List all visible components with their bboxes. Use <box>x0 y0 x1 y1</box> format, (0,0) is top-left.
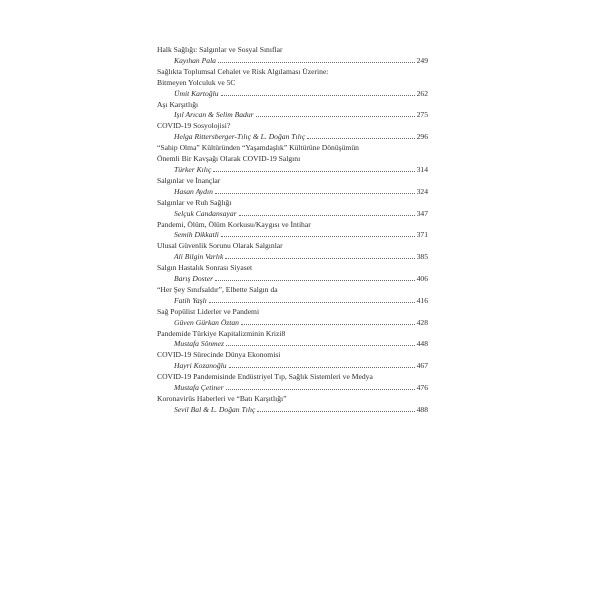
page-number: 249 <box>416 55 428 65</box>
chapter-title: Koronavirüs Haberleri ve “Batı Karşıtlığı” <box>157 394 287 403</box>
toc-entry <box>157 176 428 198</box>
table-of-contents <box>157 45 428 416</box>
author-line <box>157 274 428 285</box>
toc-entry <box>157 350 428 372</box>
toc-entry <box>157 372 428 394</box>
page-number: 406 <box>416 274 428 284</box>
chapter-author: Ümit Kartoğlu <box>174 88 219 98</box>
page-number: 385 <box>416 252 428 262</box>
dot-leader <box>226 389 415 390</box>
chapter-title: Sağlıkta Toplumsal Cehalet ve Risk Algılaması Üzerine: <box>157 66 329 76</box>
chapter-author: Güven Gürkan Öztan <box>174 317 239 327</box>
author-line <box>157 132 428 143</box>
toc-entry <box>157 285 428 307</box>
author-line <box>157 252 428 263</box>
page-number: 324 <box>416 186 428 196</box>
chapter-title: Bitmeyen Yolculuk ve 5C <box>157 77 236 87</box>
chapter-title: Pandemide Türkiye Kapitalizminin Krizi8 <box>157 328 286 338</box>
chapter-title: Ulusal Güvenlik Sorunu Olarak Salgınlar <box>157 241 283 251</box>
chapter-author: Ali Bilgin Varlık <box>174 252 224 262</box>
toc-entry <box>157 329 428 351</box>
page-number: 467 <box>416 361 428 371</box>
page-number: 275 <box>416 110 428 120</box>
chapter-title: Salgın Hastalık Sonrası Siyaset <box>157 263 253 273</box>
chapter-title: Halk Sağlığı: Salgınlar ve Sosyal Sınıflar <box>157 45 283 54</box>
chapter-author: Sevil Bal & L. Doğan Tılıç <box>174 404 256 414</box>
page-number: 371 <box>416 230 428 240</box>
chapter-author: Kayıhan Pala <box>174 55 216 65</box>
chapter-title: Aşı Karşıtlığı <box>157 99 199 109</box>
chapter-title: “Her Şey Sınıfsaldır”, Elbette Salgın da <box>157 284 278 294</box>
dot-leader <box>307 138 414 139</box>
toc-entry <box>157 45 428 67</box>
page-number: 476 <box>416 383 428 393</box>
chapter-author: Mustafa Çetiner <box>174 383 224 393</box>
toc-entry <box>157 394 428 416</box>
dot-leader <box>213 171 414 172</box>
author-line <box>157 165 428 176</box>
author-line <box>157 318 428 329</box>
dot-leader <box>218 62 415 63</box>
toc-entry <box>157 220 428 242</box>
toc-entry <box>157 67 428 100</box>
chapter-author: Mustafa Sönmez <box>174 339 224 349</box>
chapter-title: “Sahip Olma” Kültüründen “Yaşamdaşlık” Kültürüne Dönüşümün <box>157 143 359 153</box>
chapter-title: Sağ Popülist Liderler ve Pandemi <box>157 306 260 316</box>
dot-leader <box>257 411 414 412</box>
dot-leader <box>221 95 415 96</box>
chapter-title: COVID-19 Sürecinde Dünya Ekonomisi <box>157 350 281 360</box>
page-number: 347 <box>416 208 428 218</box>
chapter-author: Semih Dikkatli <box>174 230 219 240</box>
author-line <box>157 230 428 241</box>
page-number: 448 <box>416 339 428 349</box>
chapter-title: Salgınlar ve Ruh Sağlığı <box>157 197 232 207</box>
toc-entry <box>157 198 428 220</box>
dot-leader <box>226 345 415 346</box>
dot-leader <box>209 302 415 303</box>
chapter-author: Hayri Kozanoğlu <box>174 361 227 371</box>
author-line <box>157 361 428 372</box>
dot-leader <box>241 324 415 325</box>
dot-leader <box>239 215 415 216</box>
toc-entry <box>157 121 428 143</box>
author-line <box>157 110 428 121</box>
chapter-author: Selçuk Candansayar <box>174 208 237 218</box>
chapter-title: Salgınlar ve İnançlar <box>157 175 221 185</box>
page-number: 262 <box>416 88 428 98</box>
page-number: 428 <box>416 317 428 327</box>
dot-leader <box>215 193 415 194</box>
chapter-author: Türker Kılıç <box>174 164 212 174</box>
page-number: 314 <box>416 164 428 174</box>
author-line <box>157 405 428 416</box>
dot-leader <box>221 236 415 237</box>
chapter-author: Helga Rittersberger-Tılıç & L. Doğan Tılıç <box>174 132 306 142</box>
chapter-title: Önemli Bir Kavşağı Olarak COVID-19 Salgını <box>157 154 301 164</box>
toc-entry <box>157 143 428 176</box>
toc-entry <box>157 100 428 122</box>
toc-entry <box>157 241 428 263</box>
dot-leader <box>229 367 415 368</box>
dot-leader <box>215 280 415 281</box>
toc-entry <box>157 307 428 329</box>
chapter-author: Barış Doster <box>174 274 214 284</box>
author-line <box>157 209 428 220</box>
author-line <box>157 383 428 394</box>
chapter-author: Fatih Yaşlı <box>174 295 207 305</box>
page-number: 296 <box>416 132 428 142</box>
chapter-title: COVID-19 Pandemisinde Endüstriyel Tıp, Sağlık Sistemleri ve Medya <box>157 372 373 382</box>
toc-entry <box>157 263 428 285</box>
chapter-author: Hasan Aydın <box>174 186 213 196</box>
author-line <box>157 56 428 67</box>
dot-leader <box>225 258 414 259</box>
author-line <box>157 339 428 350</box>
author-line <box>157 187 428 198</box>
chapter-title: Pandemi, Ölüm, Ölüm Korkusu/Kaygısı ve İntihar <box>157 219 311 229</box>
author-line <box>157 296 428 307</box>
chapter-author: Işıl Arıcan & Selim Badur <box>174 110 254 120</box>
page-number: 416 <box>416 295 428 305</box>
page-number: 488 <box>416 404 428 414</box>
dot-leader <box>256 116 415 117</box>
chapter-title: COVID-19 Sosyolojisi? <box>157 121 231 131</box>
author-line <box>157 89 428 100</box>
